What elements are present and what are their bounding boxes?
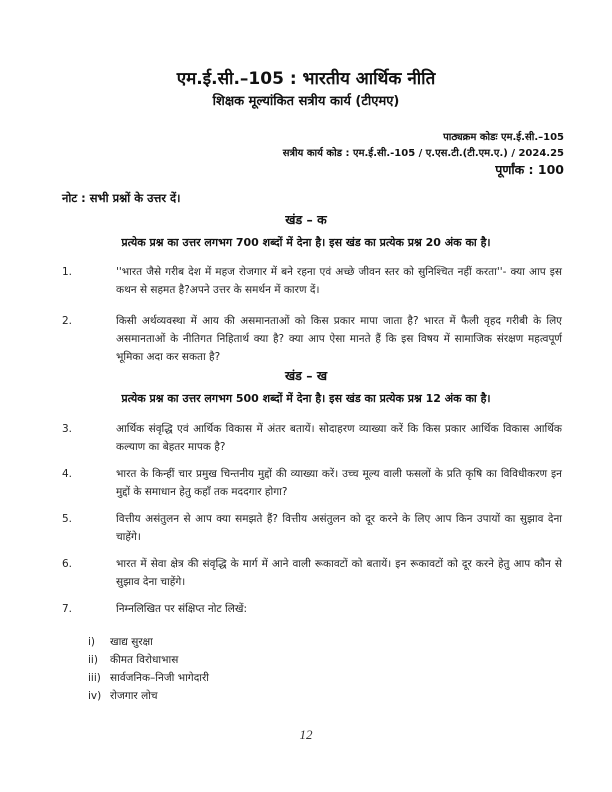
question-number: 7. [62,603,73,615]
assignment-code: सत्रीय कार्य कोड : एम.ई.सी.-105 / ए.एस.टी.(टी.एम.ए.) / 2024.25 [282,148,564,159]
question-text: भारत के किन्हीं चार प्रमुख चिन्तनीय मुद्दों की व्याख्या करें। उच्च मूल्य वाली फसलों के प्रति कृषि का विविधीकरण इन मुद्दों के समाधान हेतु कहाँ तक मददगार होगा? [116,468,562,498]
note: नोट : सभी प्रश्नों के उत्तर दें। [62,191,181,205]
question-6 [62,555,562,591]
question-text: किसी अर्थव्यवस्था में आय की असमानताओं को किस प्रकार मापा जाता है? भारत में फैली वृहद गरीबी के लिए असमानताओं के नीतिगत निहितार्थ क्या है? क्या आप ऐसा मानते हैं कि इस विषय में सामाजिक संरक्षण महत्वपूर्ण भूमिका अदा कर सकता है? [116,315,562,363]
sub-item-text: सार्वजनिक–निजी भागेदारी [110,672,210,684]
question-number: 6. [62,558,73,570]
question-text: आर्थिक संवृद्धि एवं आर्थिक विकास में अंतर बतायें। सोदाहरण व्याख्या करें कि किस प्रकार आर्थिक विकास आर्थिक कल्याण का बेहतर मापक है? [116,423,562,453]
question-number: 2. [62,315,73,327]
sub-item-3 [88,670,209,687]
question-5 [62,510,562,546]
course-code: पाठ्यक्रम कोडः एम.ई.सी.–105 [443,132,564,143]
section-a-instruction: प्रत्येक प्रश्न का उत्तर लगभग 700 शब्दों में देना है। इस खंड का प्रत्येक प्रश्न 20 अंक का है। [121,236,491,249]
sub-item-4 [88,688,158,705]
sub-item-1 [88,634,153,651]
question-1 [62,263,562,299]
section-b-instruction: प्रत्येक प्रश्न का उत्तर लगभग 500 शब्दों में देना है। इस खंड का प्रत्येक प्रश्न 12 अंक का है। [121,392,491,405]
question-7 [62,600,562,618]
section-a-title: खंड – क [285,212,327,227]
question-number: 4. [62,468,73,480]
question-text: ''भारत जैसे गरीब देश में महज रोजगार में बने रहना एवं अच्छे जीवन स्तर को सुनिश्चित नहीं करता''- क्या आप इस कथन से सहमत है?अपने उत्तर के समर्थन में कारण दें। [116,266,562,296]
sub-item-2 [88,652,178,669]
sub-item-roman: iii) [88,672,101,684]
question-number: 1. [62,266,73,278]
question-number: 5. [62,513,73,525]
section-b-title: खंड – ख [284,368,328,383]
max-marks: पूर्णांक : 100 [495,162,564,177]
sub-item-text: खाद्य सुरक्षा [110,636,153,648]
question-text: भारत में सेवा क्षेत्र की संवृद्धि के मार्ग में आने वाली रूकावटों को बतायें। इन रूकावटों को दूर करने हेतु आप कौन से सुझाव देना चाहेंगे। [116,558,562,588]
question-2 [62,312,562,366]
document-subtitle: शिक्षक मूल्यांकित सत्रीय कार्य (टीएमए) [212,94,400,109]
question-text: निम्नलिखित पर संक्षिप्त नोट लिखें: [116,603,248,615]
sub-item-roman: ii) [88,654,98,666]
sub-item-text: रोजगार लोच [110,690,158,702]
question-text: वित्तीय असंतुलन से आप क्या समझते हैं? वित्तीय असंतुलन को दूर करने के लिए आप किन उपायों का सुझाव देना चाहेंगे। [116,513,562,543]
sub-item-roman: i) [88,636,96,648]
sub-item-text: कीमत विरोधाभास [110,654,179,666]
document-title: एम.ई.सी.–105 : भारतीय आर्थिक नीति [176,69,436,89]
question-4 [62,465,562,501]
question-3 [62,420,562,456]
page-number: 12 [299,727,313,742]
sub-item-roman: iv) [88,690,102,702]
question-number: 3. [62,423,73,435]
